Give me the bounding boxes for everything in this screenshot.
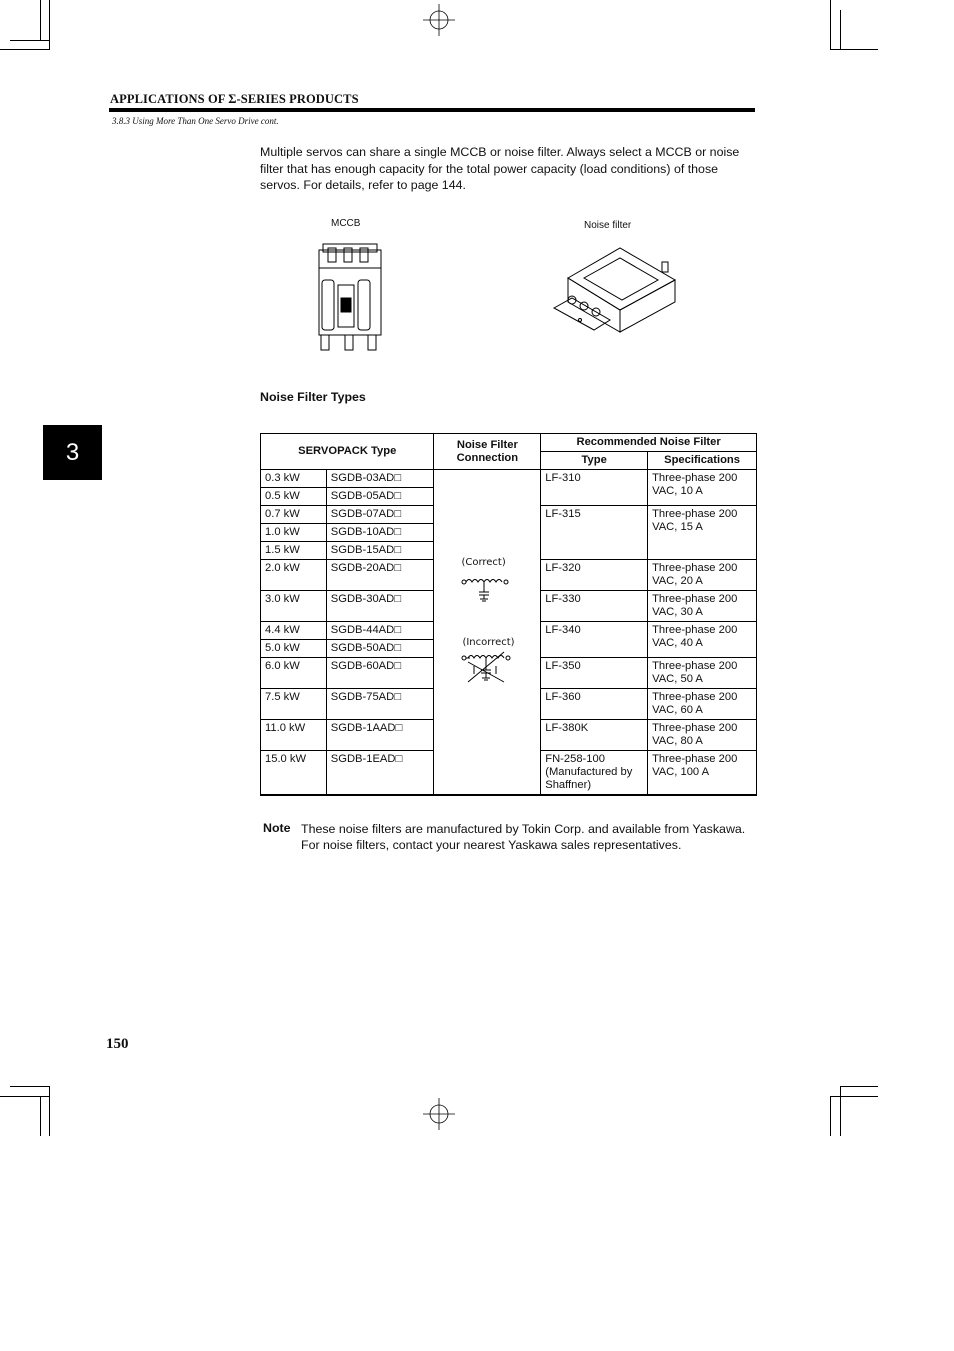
- model-cell: SGDB-10AD□: [326, 524, 434, 542]
- model-cell: SGDB-30AD□: [326, 591, 434, 622]
- header-recommended: Recommended Noise Filter: [541, 434, 757, 452]
- capacity-cell: 6.0 kW: [261, 658, 327, 689]
- capacity-cell: 0.5 kW: [261, 488, 327, 506]
- filter-type-cell: LF-315: [541, 506, 648, 560]
- model-cell: SGDB-1AAD□: [326, 720, 434, 751]
- filter-spec-cell: Three-phase 200 VAC, 10 A: [648, 470, 757, 506]
- noise-filter-table: [260, 433, 757, 796]
- model-cell: SGDB-03AD□: [326, 470, 434, 488]
- filter-type-cell: LF-330: [541, 591, 648, 622]
- model-cell: SGDB-15AD□: [326, 542, 434, 560]
- model-cell: SGDB-75AD□: [326, 689, 434, 720]
- filter-type-cell: LF-360: [541, 689, 648, 720]
- filter-type-cell: FN-258-100 (Manufactured by Shaffner): [541, 751, 648, 796]
- header-connection: Noise Filter Connection: [434, 434, 541, 470]
- header-type: Type: [541, 452, 648, 470]
- model-cell: SGDB-05AD□: [326, 488, 434, 506]
- capacity-cell: 1.5 kW: [261, 542, 327, 560]
- registration-mark-top: [423, 4, 455, 36]
- connection-cell: [434, 470, 541, 796]
- filter-spec-cell: Three-phase 200 VAC, 80 A: [648, 720, 757, 751]
- correct-label: (Correct): [461, 557, 506, 568]
- incorrect-connection-diagram: [460, 650, 514, 686]
- filter-spec-cell: Three-phase 200 VAC, 50 A: [648, 658, 757, 689]
- model-cell: SGDB-50AD□: [326, 640, 434, 658]
- filter-type-cell: LF-310: [541, 470, 648, 506]
- mccb-label: MCCB: [331, 218, 361, 229]
- capacity-cell: 5.0 kW: [261, 640, 327, 658]
- capacity-cell: 7.5 kW: [261, 689, 327, 720]
- filter-spec-cell: Three-phase 200 VAC, 100 A: [648, 751, 757, 796]
- header-rule: [109, 108, 755, 112]
- filter-spec-cell: Three-phase 200 VAC, 60 A: [648, 689, 757, 720]
- capacity-cell: 15.0 kW: [261, 751, 327, 796]
- intro-paragraph: Multiple servos can share a single MCCB or noise filter. Always select a MCCB or noise filter that has enough capacity for the total power capacity (load conditions) of those servos. For details, refer to page 144.: [260, 145, 740, 192]
- note-text: These noise filters are manufactured by Tokin Corp. and available from Yaskawa. For noise filters, contact your nearest Yaskawa sales representatives.: [301, 822, 746, 852]
- table-heading: Noise Filter Types: [260, 390, 366, 404]
- filter-spec-cell: Three-phase 200 VAC, 30 A: [648, 591, 757, 622]
- filter-type-cell: LF-340: [541, 622, 648, 658]
- capacity-cell: 0.3 kW: [261, 470, 327, 488]
- filter-spec-cell: Three-phase 200 VAC, 20 A: [648, 560, 757, 591]
- model-cell: SGDB-60AD□: [326, 658, 434, 689]
- incorrect-label: (Incorrect): [462, 637, 515, 648]
- filter-type-cell: LF-350: [541, 658, 648, 689]
- correct-connection-diagram: [460, 576, 510, 604]
- model-cell: SGDB-1EAD□: [326, 751, 434, 796]
- capacity-cell: 3.0 kW: [261, 591, 327, 622]
- section-reference: 3.8.3 Using More Than One Servo Drive cont.: [112, 116, 279, 126]
- noise-filter-illustration: [550, 240, 680, 340]
- filter-spec-cell: Three-phase 200 VAC, 15 A: [648, 506, 757, 560]
- filter-type-cell: LF-320: [541, 560, 648, 591]
- chapter-tab: 3: [43, 425, 102, 480]
- registration-mark-bottom: [423, 1098, 455, 1130]
- header-specifications: Specifications: [648, 452, 757, 470]
- running-header: APPLICATIONS OF Σ-SERIES PRODUCTS: [110, 92, 359, 106]
- model-cell: SGDB-44AD□: [326, 622, 434, 640]
- mccb-illustration: [316, 240, 386, 355]
- capacity-cell: 1.0 kW: [261, 524, 327, 542]
- page-number: 150: [106, 1036, 129, 1052]
- capacity-cell: 2.0 kW: [261, 560, 327, 591]
- capacity-cell: 4.4 kW: [261, 622, 327, 640]
- model-cell: SGDB-07AD□: [326, 506, 434, 524]
- filter-type-cell: LF-380K: [541, 720, 648, 751]
- noise-filter-label: Noise filter: [584, 220, 632, 231]
- table-row: [261, 470, 757, 488]
- capacity-cell: 11.0 kW: [261, 720, 327, 751]
- capacity-cell: 0.7 kW: [261, 506, 327, 524]
- note-label: Note: [263, 821, 291, 835]
- model-cell: SGDB-20AD□: [326, 560, 434, 591]
- filter-spec-cell: Three-phase 200 VAC, 40 A: [648, 622, 757, 658]
- header-servopack-type: SERVOPACK Type: [261, 434, 434, 470]
